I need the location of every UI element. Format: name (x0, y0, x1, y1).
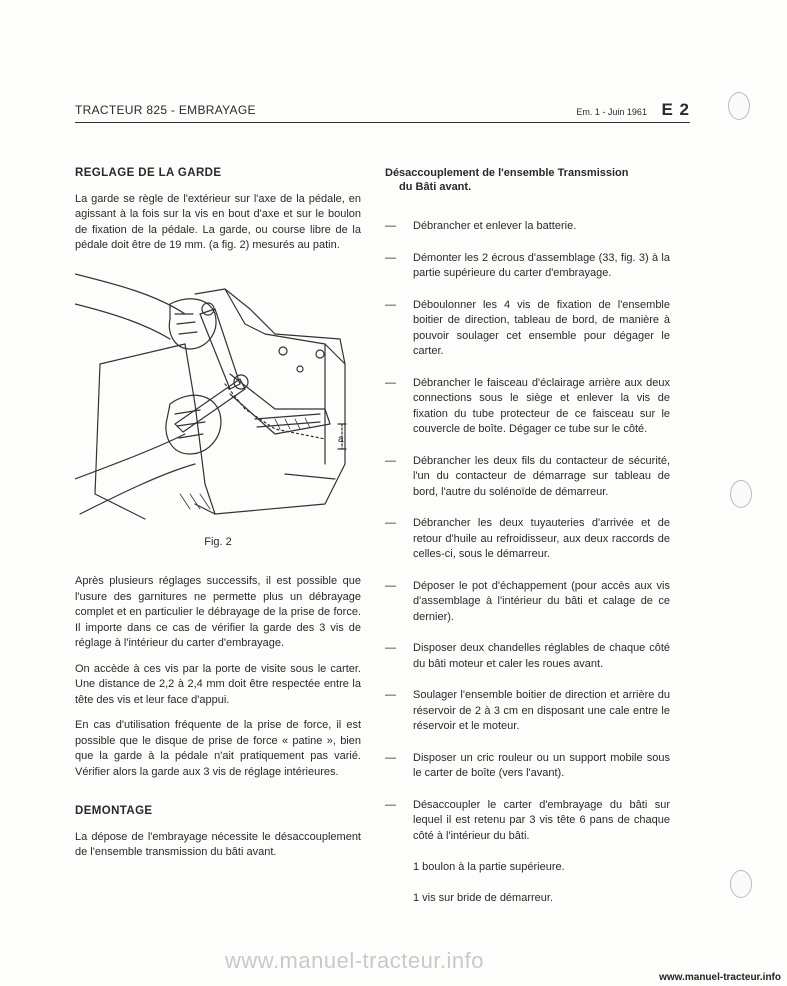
watermark-url: www.manuel-tracteur.info (225, 948, 484, 973)
sub-item-boulon: 1 boulon à la partie supérieure. (413, 861, 565, 873)
dash-mark: — (385, 798, 396, 811)
dash-mark: — (385, 251, 396, 264)
binder-hole-top (728, 92, 750, 120)
header-title: TRACTEUR 825 - EMBRAYAGE (75, 103, 256, 117)
dash-mark: — (385, 376, 396, 389)
paragraph-prise-de-force: En cas d'utilisation fréquente de la prise de force, il est possible que le disque de prise de force « patine », bien que la garde à la pédale n'ait pratiquement pas varié. Vérifier alors la garde aux 3 vis de réglage intérieures. (75, 719, 361, 778)
list-item: — Désaccoupler le carter d'embrayage du bâti sur lequel il est retenu par 3 vis tête 6 pans de chaque côté à l'intérieur du bâti. (385, 798, 670, 842)
dash-mark: — (385, 579, 396, 592)
figure-label-a: a (338, 433, 344, 445)
sub-item-vis: 1 vis sur bride de démarreur. (413, 891, 554, 904)
section-title-demontage: DEMONTAGE (75, 805, 153, 817)
header-edition-block (576, 100, 690, 120)
section-title-desaccouplement (385, 166, 670, 194)
title-line-1: Désaccouplement de l'ensemble Transmission (385, 167, 629, 179)
header-edition: Em. 1 - Juin 1961 (576, 107, 647, 117)
list-item: — Débrancher les deux tuyauteries d'arrivée et de retour d'huile au refroidisseur, aux deux raccords de celles-ci, sous le démarreur. (385, 517, 670, 560)
page-header (75, 100, 690, 123)
section-title-reglage: REGLAGE DE LA GARDE (75, 167, 222, 179)
figure-caption: Fig. 2 (204, 535, 232, 548)
page-code: E 2 (661, 100, 690, 119)
list-item: — Débrancher les deux fils du contacteur de sécurité, l'un du contacteur de démarrage sur tableau de bord, l'autre du solénoïde de démarreur. (385, 454, 670, 498)
dash-mark: — (385, 642, 396, 654)
binder-hole-bottom (730, 870, 752, 898)
paragraph-acces: On accède à ces vis par la porte de visite sous le carter. Une distance de 2,2 à 2,4 mm doit être respectée entre la tête des vis et leur face d'appui. (75, 662, 361, 706)
right-column (385, 166, 670, 921)
pedal-adjustment-illustration (75, 264, 361, 529)
figure-2 (75, 264, 361, 529)
paragraph-depose: La dépose de l'embrayage nécessite le désaccouplement de l'ensemble transmission du bâti avant. (75, 830, 361, 858)
paragraph-reglages: Après plusieurs réglages successifs, il est possible que l'usure des garnitures ne permette plus un débrayage complet et en particulier le débrayage de la prise de force. Il importe dans ce cas de vérifier la garde des 3 vis de réglage à l'intérieur du carter d'embrayage. (75, 575, 361, 649)
list-item: — Disposer un cric rouleur ou un support mobile sous le carter de boîte (vers l'avant). (385, 751, 670, 779)
list-item: — Démonter les 2 écrous d'assemblage (33, fig. 3) à la partie supérieure du carter d'embrayage. (385, 251, 670, 279)
left-column (75, 166, 361, 871)
list-item: — Débrancher le faisceau d'éclairage arrière aux deux connections sous le siège et enlever la vis de fixation du tube protecteur de ce faisceau sur le couvercle de boîte. Dégager ce tube sur le côté. (385, 376, 670, 435)
dash-mark: — (385, 751, 396, 764)
dash-mark: — (385, 517, 396, 529)
list-item: — Déposer le pot d'échappement (pour accès aux vis d'assemblage à l'intérieur du bâti et calage de ce dernier). (385, 579, 670, 623)
list-item: — Déboulonner les 4 vis de fixation de l'ensemble boitier de direction, tableau de bord, de manière à pouvoir soulager cet ensemble pour dégager le carter. (385, 298, 670, 357)
list-item: — Débrancher et enlever la batterie. (385, 219, 670, 235)
paragraph-garde: La garde se règle de l'extérieur sur l'axe de la pédale, en agissant à la fois sur la vis en bout d'axe et sur le boulon de fixation de la pédale. La garde, ou course libre de la pédale doit être de 19 mm. (a fig. 2) mesurés au patin. (75, 192, 361, 251)
dash-mark: — (385, 220, 396, 232)
title-line-2: du Bâti avant. (399, 181, 472, 193)
dash-mark: — (385, 689, 396, 701)
dash-mark: — (385, 298, 396, 311)
list-item: — Soulager l'ensemble boitier de direction et arrière du réservoir de 2 à 3 cm en disposant une cale entre le réservoir et le moteur. (385, 689, 670, 732)
binder-hole-middle (730, 480, 752, 508)
footer-url: www.manuel-tracteur.info (659, 972, 781, 983)
dash-mark: — (385, 454, 396, 467)
list-item: — Disposer deux chandelles réglables de chaque côté du bâti moteur et caler les roues avant. (385, 642, 670, 670)
